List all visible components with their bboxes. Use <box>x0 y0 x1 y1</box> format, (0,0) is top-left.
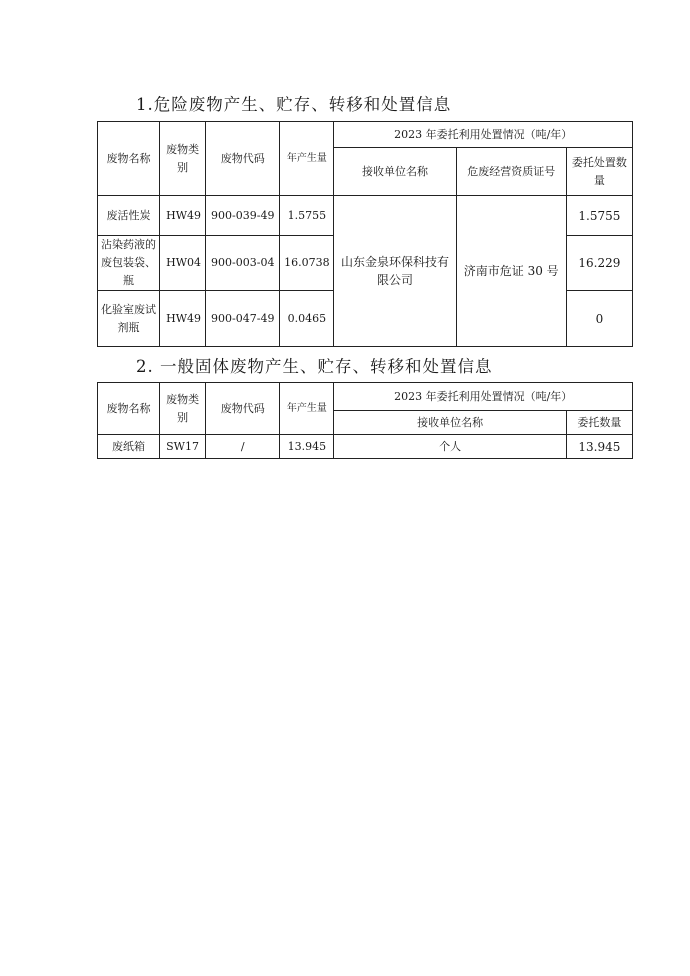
header-disposal-group: 2023 年委托利用处置情况（吨/年） <box>334 122 633 148</box>
section2-title: 2. 一般固体废物产生、贮存、转移和处置信息 <box>136 357 493 376</box>
cell-waste-category: SW17 <box>160 435 206 459</box>
cell-license-number: 济南市危证 30 号 <box>456 196 566 347</box>
cell-receiver-name: 个人 <box>334 435 566 459</box>
header-waste-name: 废物名称 <box>98 383 160 435</box>
cell-waste-code: 900-039-49 <box>206 196 280 236</box>
table-header-row <box>98 122 633 148</box>
cell-waste-code: / <box>206 435 280 459</box>
table-row <box>98 196 633 236</box>
header-license-number: 危废经营资质证号 <box>456 148 566 196</box>
cell-quantity: 13.945 <box>566 435 632 459</box>
cell-annual-amount: 1.5755 <box>280 196 334 236</box>
cell-waste-category: HW49 <box>160 291 206 347</box>
cell-waste-name: 化验室废试剂瓶 <box>98 291 160 347</box>
header-waste-category: 废物类别 <box>160 122 206 196</box>
cell-receiver-name: 山东金泉环保科技有限公司 <box>334 196 456 347</box>
header-disposal-quantity: 委托处置数量 <box>566 148 632 196</box>
cell-waste-category: HW49 <box>160 196 206 236</box>
cell-waste-name: 沾染药液的废包装袋、瓶 <box>98 236 160 291</box>
cell-disposal-quantity: 0 <box>566 291 632 347</box>
header-quantity: 委托数量 <box>566 411 632 435</box>
header-waste-code: 废物代码 <box>206 383 280 435</box>
section1-title: 1.危险废物产生、贮存、转移和处置信息 <box>136 95 452 114</box>
header-waste-name: 废物名称 <box>98 122 160 196</box>
cell-waste-name: 废活性炭 <box>98 196 160 236</box>
header-receiver-name: 接收单位名称 <box>334 148 456 196</box>
cell-annual-amount: 16.0738 <box>280 236 334 291</box>
cell-annual-amount: 0.0465 <box>280 291 334 347</box>
header-annual-amount: 年产生量 <box>280 383 334 435</box>
cell-annual-amount: 13.945 <box>280 435 334 459</box>
general-solid-waste-table <box>97 382 633 459</box>
cell-disposal-quantity: 1.5755 <box>566 196 632 236</box>
cell-waste-name: 废纸箱 <box>98 435 160 459</box>
cell-waste-code: 900-003-04 <box>206 236 280 291</box>
header-waste-category: 废物类别 <box>160 383 206 435</box>
cell-disposal-quantity: 16.229 <box>566 236 632 291</box>
header-receiver-name: 接收单位名称 <box>334 411 566 435</box>
header-waste-code: 废物代码 <box>206 122 280 196</box>
header-annual-amount: 年产生量 <box>280 122 334 196</box>
cell-waste-category: HW04 <box>160 236 206 291</box>
table-row <box>98 435 633 459</box>
cell-waste-code: 900-047-49 <box>206 291 280 347</box>
table-header-row <box>98 383 633 411</box>
hazardous-waste-table <box>97 121 633 347</box>
header-disposal-group: 2023 年委托利用处置情况（吨/年） <box>334 383 633 411</box>
